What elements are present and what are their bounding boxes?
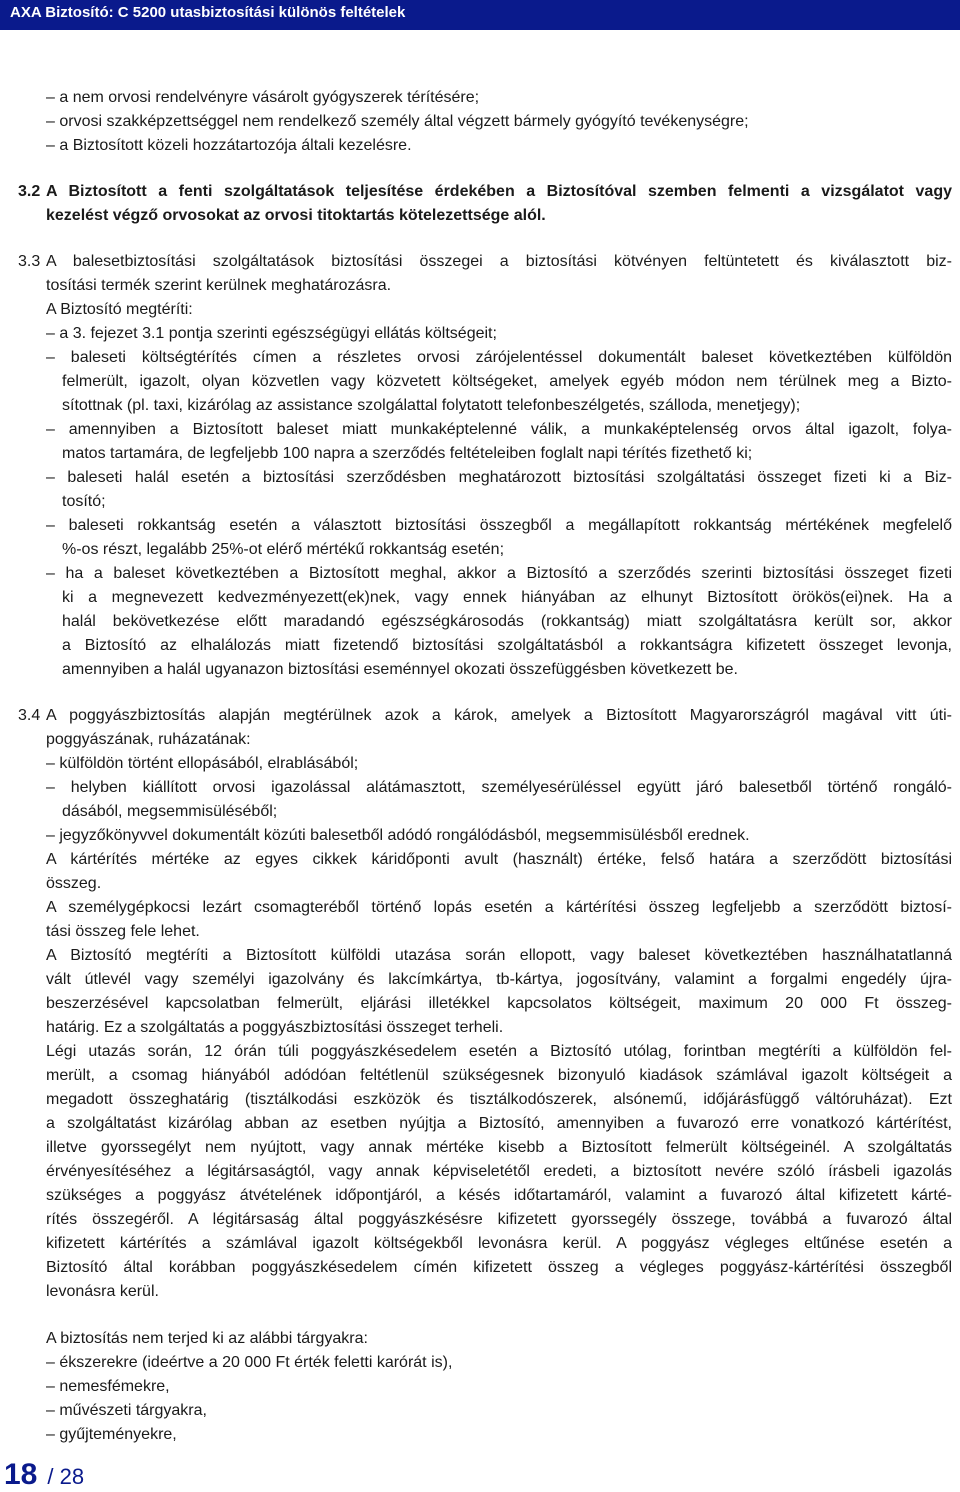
section-number: 3.2: [18, 183, 41, 200]
section-text: vált útlevél vagy személyi igazolvány és lakcímkártya, tb-kártya, jogosítvány, valamint a forgalmi engedély újra-: [46, 971, 952, 988]
section-text: A Biztosító megtéríti a Biztosított külföldi utazása során ellopott, vagy baleset következtében használhatatlanná: [46, 947, 952, 964]
section-number: 3.3: [18, 253, 41, 270]
list-item-cont: ki a megnevezett kedvezményezett(ek)nek, vagy ennek hiányában az elhunyt Biztosított örökös(ei)nek. Ha a: [62, 589, 952, 606]
section-text: merült, a csomag hiányából adódóan feltétlenül szükségesnek bizonyuló kiadások számlával igazolt költségeit a: [46, 1067, 952, 1084]
current-page: 18: [4, 1458, 38, 1491]
list-item: – jegyzőkönyvvel dokumentált közúti balesetből adódó rongálódásból, megsemmisülésből erednek.: [46, 827, 750, 844]
list-item: – a nem orvosi rendelvényre vásárolt gyógyszerek térítésére;: [46, 89, 480, 106]
list-item: – ékszerekre (ideértve a 20 000 Ft érték feletti karórát is),: [46, 1354, 453, 1371]
document-title: AXA Biztosító: C 5200 utasbiztosítási különös feltételek: [10, 4, 406, 21]
total-pages: / 28: [47, 1464, 85, 1489]
section-text: Légi utazás során, 12 órán túli poggyászkésedelem esetén a Biztosító utólag, forintban megtéríti a külföldön fel-: [46, 1043, 952, 1060]
list-item: – baleseti rokkantság esetén a választott biztosítási összegből a megállapított rokkantság mértékének megfelelő: [46, 517, 952, 534]
section-text: kifizetett kártérítés a számlával igazolt költségekből levonásra kerül. A poggyász végleges eltűnése esetén a: [46, 1235, 952, 1252]
section-text: szükséges a poggyász átvételének időpontjáról, a késés időtartamáról, valamint a fuvarozó által kifizetett kárté-: [46, 1187, 952, 1204]
section-text: A balesetbiztosítási szolgáltatások biztosítási összegei a biztosítási kötvényen feltüntetett és kiválasztott biz-: [46, 253, 952, 270]
list-item: – ha a baleset következtében a Biztosított meghal, akkor a Biztosító a szerződés szerinti biztosítási összeget fizeti: [46, 565, 952, 582]
page-number: [4, 1458, 84, 1492]
list-item: – baleseti halál esetén a biztosítási szerződésben meghatározott biztosítási szolgáltatási összeget fizeti ki a Biz-: [46, 469, 952, 486]
section-text: határig. Ez a szolgáltatás a poggyászbiztosítási összeget terheli.: [46, 1019, 504, 1036]
list-item-cont: amennyiben a halál ugyanazon biztosítási eseménnyel okozati összefüggésben következett be.: [62, 661, 738, 678]
section-text: megadott összeghatárig (tisztálkodási eszközök és tisztálkodószerek, alsónemű, időjárásfüggő váltóruházat). Ezt: [46, 1091, 952, 1108]
list-item: – orvosi szakképzettséggel nem rendelkező személy által végzett bármely gyógyító tevékenységre;: [46, 113, 749, 130]
section-text: Biztosító által korábban poggyászkésedelem címén kifizetett összeg a végleges poggyász-kártérítési összegből: [46, 1259, 952, 1276]
list-item-cont: %-os részt, legalább 25%-ot elérő mértékű rokkantság esetén;: [62, 541, 505, 558]
list-item-cont: a Biztosító az elhalálozás miatt fizetendő biztosítási szolgáltatásból a rokkantságra kifizetett összeget levonja,: [62, 637, 952, 654]
list-item: – helyben kiállított orvosi igazolással alátámasztott, személyesérüléssel együtt járó balesetből történő rongáló-: [46, 779, 952, 796]
section-text: tosítási termék szerint kerülnek meghatározásra.: [46, 277, 392, 294]
section-text: beszerzésével kapcsolatban felmerült, eljárási illetékkel kapcsolatos költségeit, maximum 20 000 Ft összeg-: [46, 995, 952, 1012]
section-text: A poggyászbiztosítás alapján megtérülnek azok a károk, amelyek a Biztosított Magyarországról magával vitt úti-: [46, 707, 952, 724]
list-item-cont: tosító;: [62, 493, 106, 510]
list-item-cont: sítottnak (pl. taxi, kizárólag az assistance szolgálattal folytatott telefonbeszélgetés, szálloda, menetjegy);: [62, 397, 801, 414]
list-item: – baleseti költségtérítés címen a részletes orvosi zárójelentéssel dokumentált baleset következtében külföldön: [46, 349, 952, 366]
document-header: [0, 0, 960, 30]
section-text: összeg.: [46, 875, 102, 892]
list-item: – gyűjteményekre,: [46, 1426, 177, 1443]
exclusions-intro: A biztosítás nem terjed ki az alábbi tárgyakra:: [46, 1330, 368, 1347]
section-text: A kártérítés mértéke az egyes cikkek káridőponti avult (használt) értéke, felső határa a szerződött biztosítási: [46, 851, 952, 868]
section-number: 3.4: [18, 707, 41, 724]
section-text: levonásra kerül.: [46, 1283, 159, 1300]
list-item: – művészeti tárgyakra,: [46, 1402, 207, 1419]
list-item-cont: felmerült, igazolt, olyan közvetlen vagy közvetett költségeket, amelyek egyéb módon nem térülnek meg a Bizto-: [62, 373, 952, 390]
list-item: – külföldön történt ellopásából, elrablásából;: [46, 755, 359, 772]
section-text: érvényesítéséhez a légitársaságtól, vagy annak képviseletétől eredeti, a biztosított nevére szóló írásbeli igazolás: [46, 1163, 952, 1180]
section-text: A Biztosító megtéríti:: [46, 301, 193, 318]
list-item-cont: dásából, megsemmisüléséből;: [62, 803, 278, 820]
list-item: – nemesfémekre,: [46, 1378, 170, 1395]
section-text: rítés összegéről. A légitársaság által poggyászkésésre kifizetett gyorssegély összege, továbbá a fuvarozó által: [46, 1211, 952, 1228]
list-item: – a 3. fejezet 3.1 pontja szerinti egészségügyi ellátás költségeit;: [46, 325, 497, 342]
section-text: poggyászának, ruházatának:: [46, 731, 251, 748]
section-text: A Biztosított a fenti szolgáltatások teljesítése érdekében a Biztosítóval szemben felmenti a vizsgálatot vagy: [46, 183, 952, 200]
section-text: tási összeg fele lehet.: [46, 923, 200, 940]
list-item-cont: halál bekövetkezése előtt maradandó egészségkárosodás (rokkantság) miatt szolgáltatásra került sor, akkor: [62, 613, 952, 630]
section-text: illetve gyorssegélyt nem nyújtott, vagy annak mértéke kisebb a Biztosított felmerült költségeinél. A szolgáltatás: [46, 1139, 952, 1156]
list-item: – amennyiben a Biztosított baleset miatt munkaképtelenné válik, a munkaképtelenség orvos által igazolt, folya-: [46, 421, 952, 438]
section-text: kezelést végző orvosokat az orvosi titoktartás kötelezettsége alól.: [46, 207, 546, 224]
list-item: – a Biztosított közeli hozzátartozója általi kezelésre.: [46, 137, 412, 154]
list-item-cont: matos tartamára, de legfeljebb 100 napra a szerződés feltételeiben foglalt napi térítés fizethető ki;: [62, 445, 753, 462]
section-text: A személygépkocsi lezárt csomagteréből történő lopás esetén a kártérítési összeg legfeljebb a szerződött biztosí-: [46, 899, 952, 916]
section-text: a szolgáltatást kizárólag abban az esetben nyújtja a Biztosító, amennyiben a fuvarozó erre vonatkozó kártérítést,: [46, 1115, 952, 1132]
